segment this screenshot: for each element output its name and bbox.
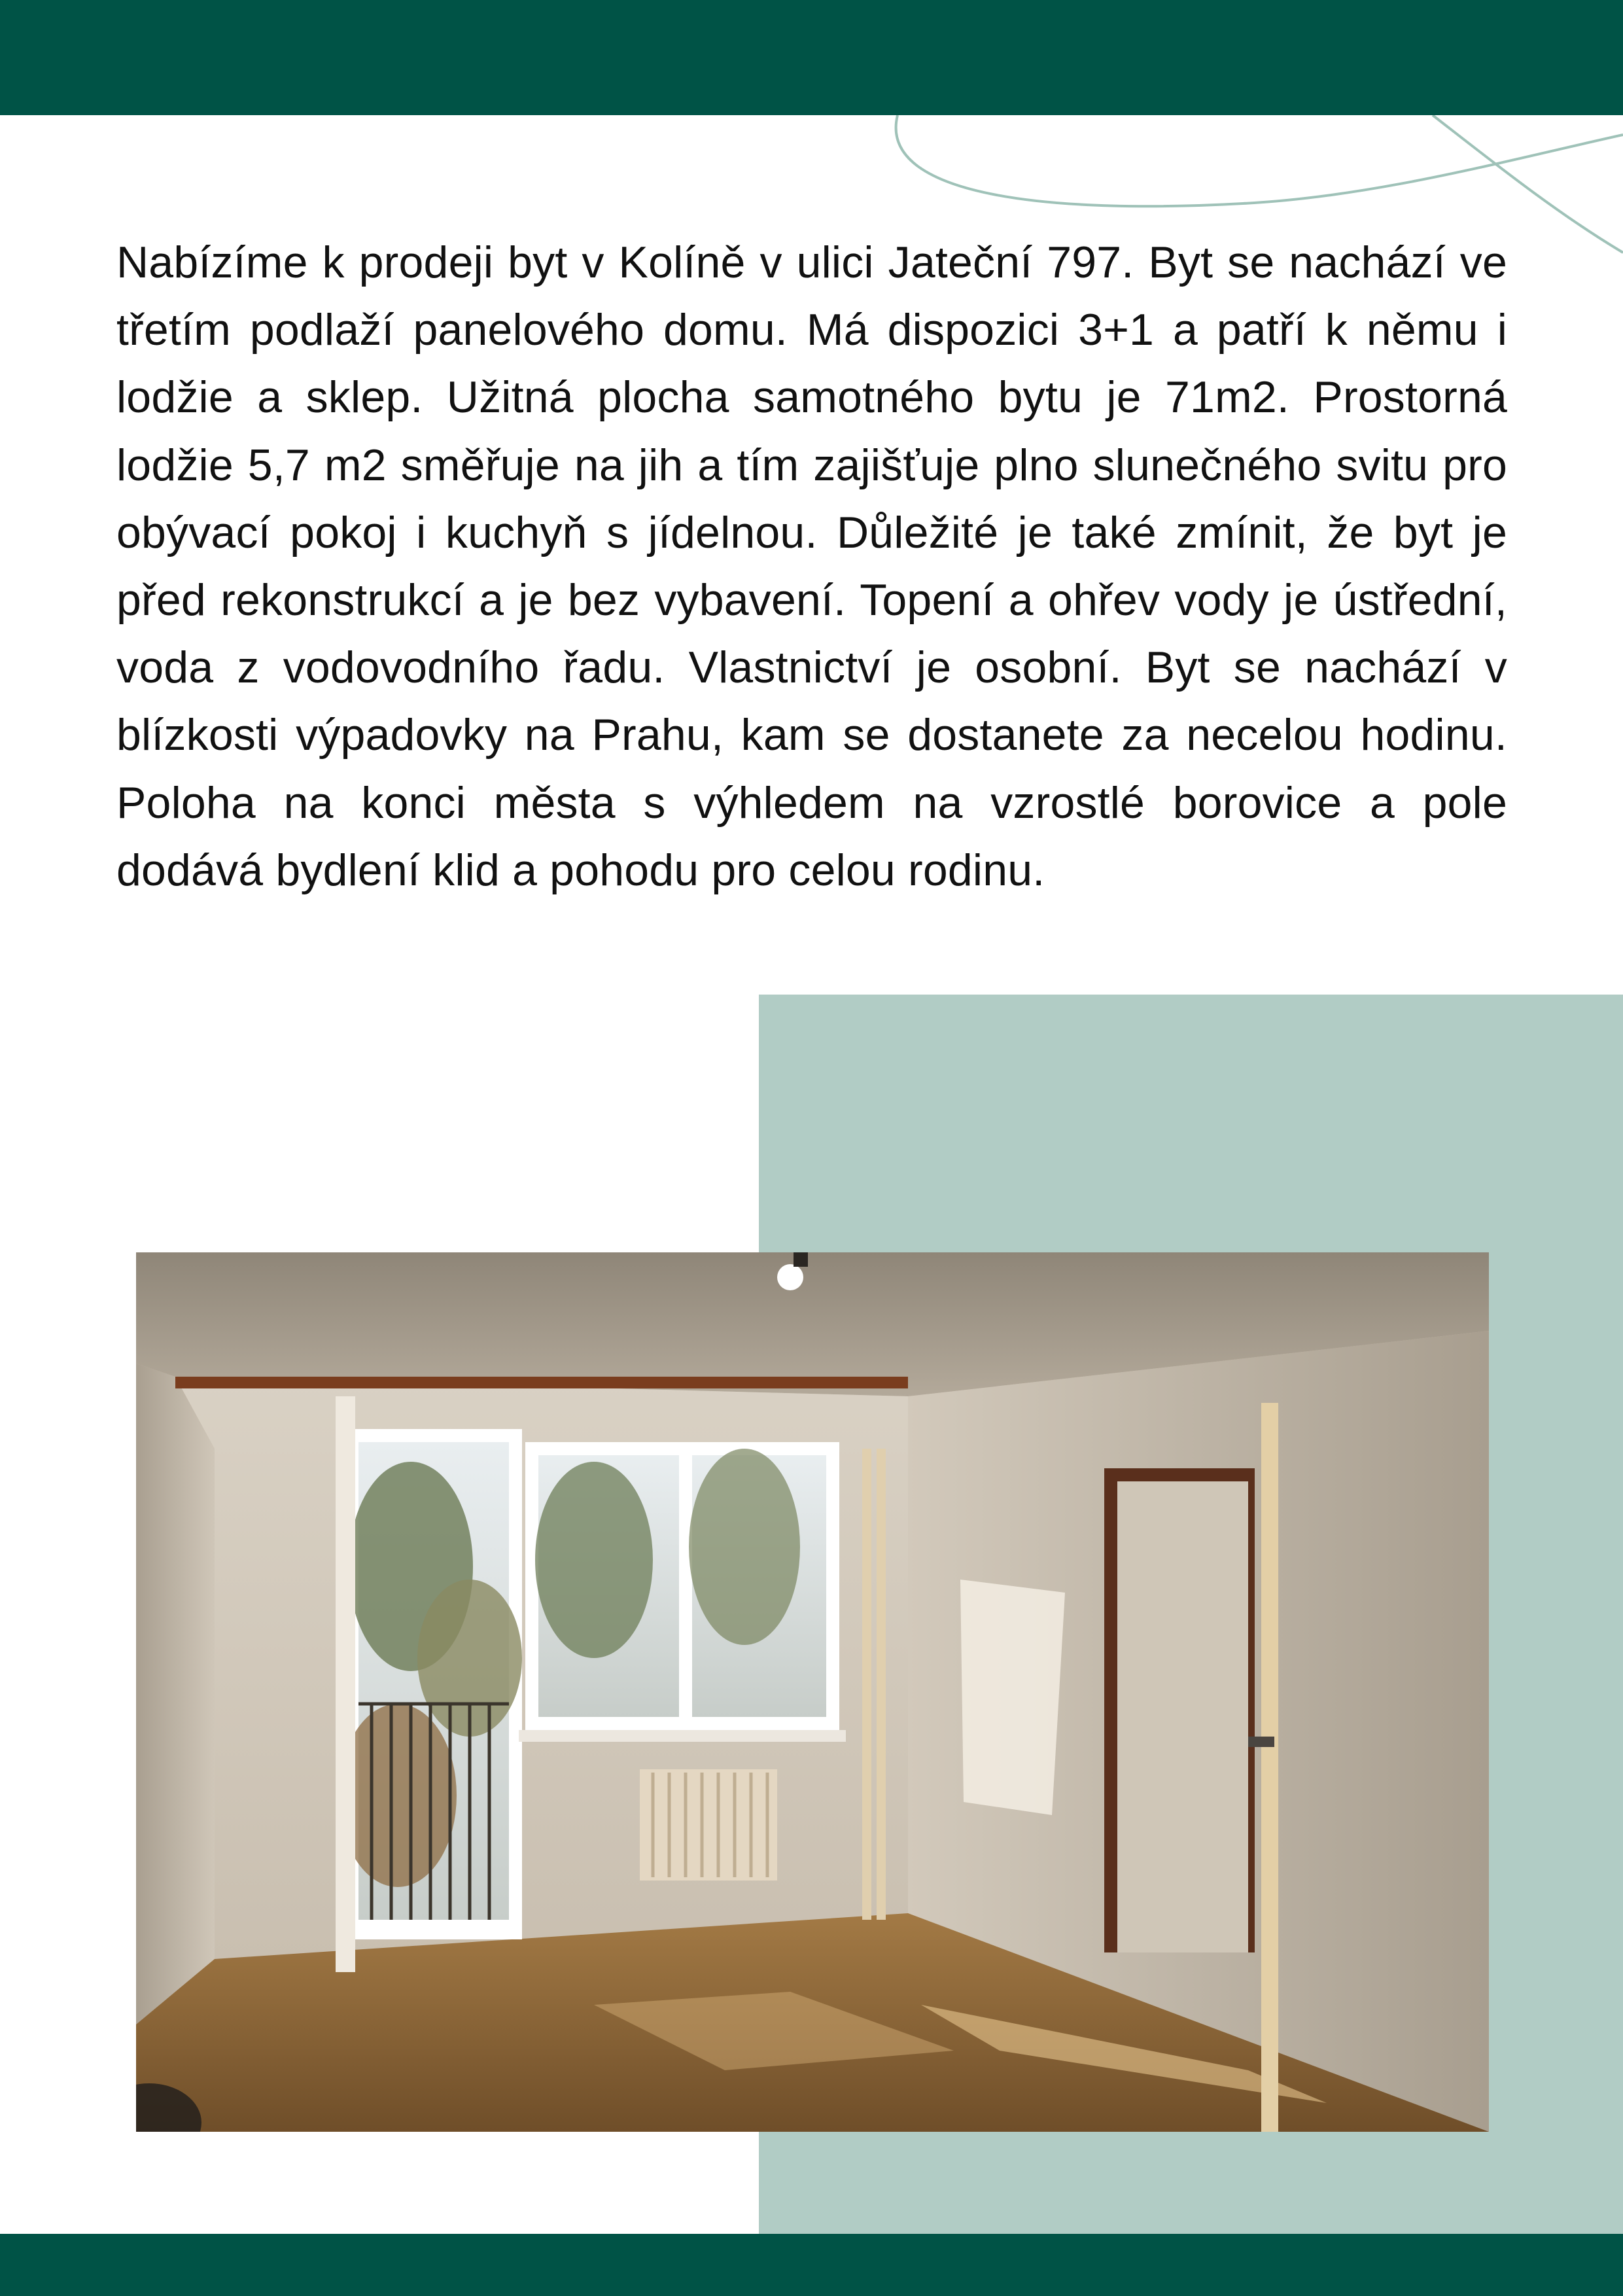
apartment-room-photo [136, 1252, 1489, 2132]
header-band [0, 0, 1623, 115]
footer-band [0, 2234, 1623, 2296]
property-description: Nabízíme k prodeji byt v Kolíně v ulici Jateční 797. Byt se nachází ve třetím podlaží panelového domu. Má dispozici 3+1 a patří k němu i lodžie a sklep. Užitná plocha samotného bytu je 71m2. Prostorná lodžie 5,7 m2 směřuje na jih a tím zajišťuje plno slunečného svitu pro obývací pokoj i kuchyň s jídelnou. Důležité je také zmínit, že byt je před rekonstrukcí a je bez vybavení. Topení a ohřev vody je ústřední, voda z vodovodního řadu. Vlastnictví je osobní. Byt se nachází v blízkosti výpadovky na Prahu, kam se dostanete za necelou hodinu. Poloha na konci města s výhledem na vzrostlé borovice a pole dodává bydlení klid a pohodu pro celou rodinu. [116, 238, 1507, 895]
